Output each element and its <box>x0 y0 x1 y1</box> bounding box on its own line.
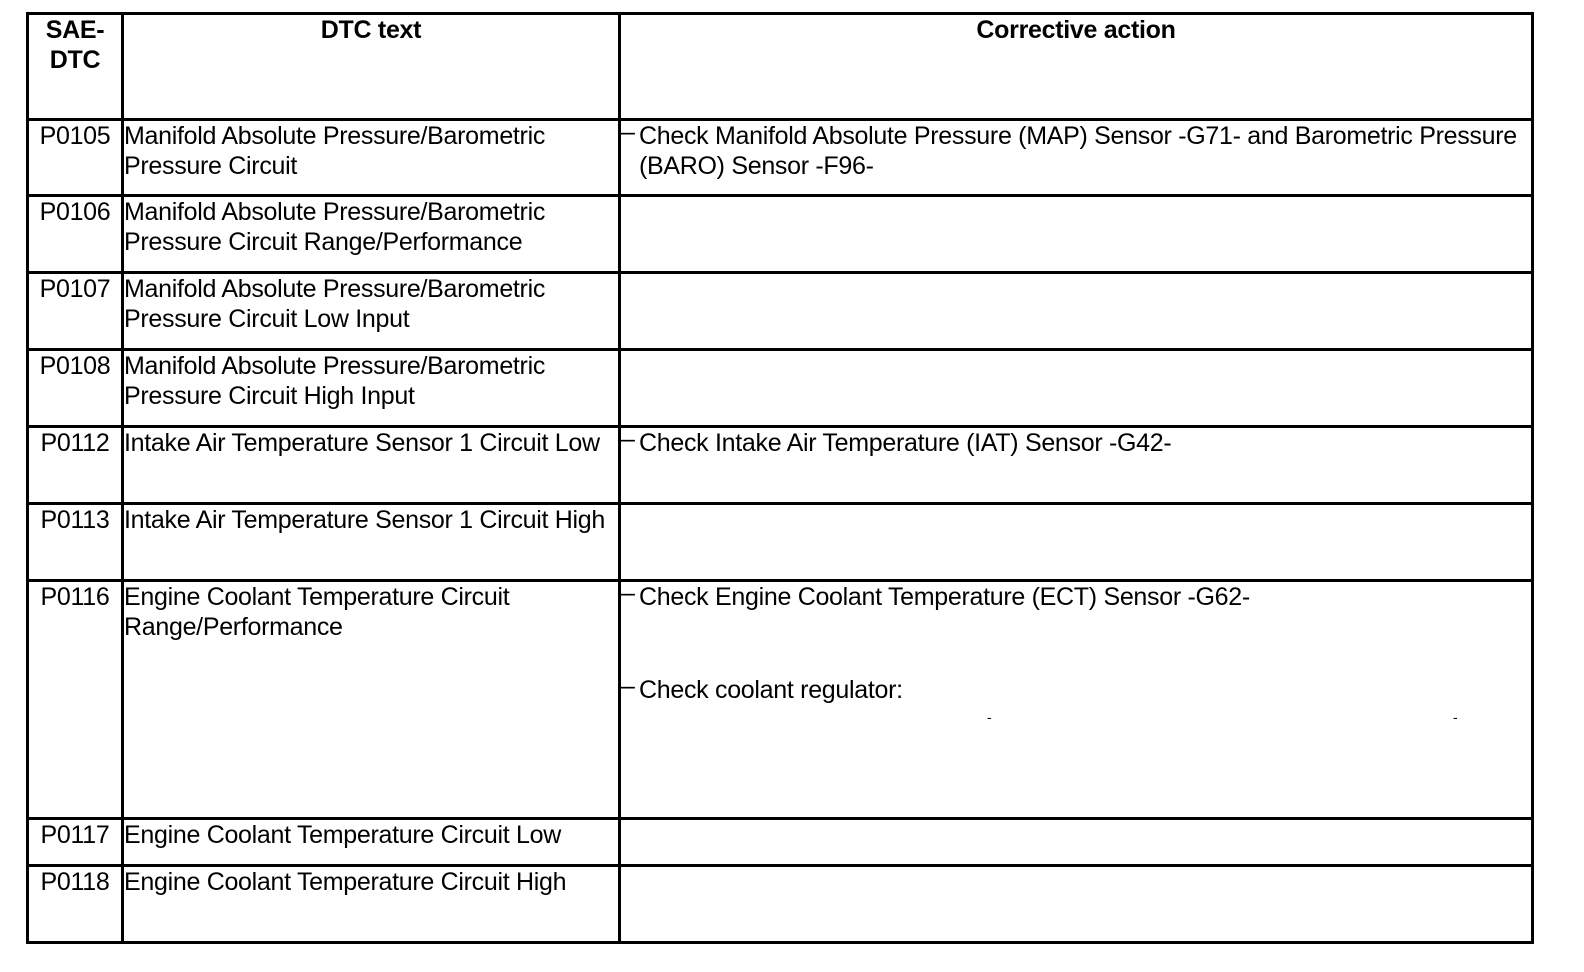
header-sae-dtc-line2: DTC <box>49 46 101 74</box>
table-row <box>28 196 1533 273</box>
action-item <box>621 425 1531 458</box>
dtc-description: Engine Coolant Temperature Circuit Range/Performance <box>123 581 620 819</box>
action-item <box>621 672 1531 705</box>
corrective-action <box>620 120 1533 196</box>
action-item <box>621 118 1531 181</box>
dtc-code: P0107 <box>28 273 123 350</box>
table-row <box>28 504 1533 581</box>
corrective-action <box>620 196 1533 273</box>
corrective-action <box>620 273 1533 350</box>
dtc-description: Manifold Absolute Pressure/Barometric Pressure Circuit High Input <box>123 350 620 427</box>
bullet-dash: – <box>621 118 635 146</box>
table-row <box>28 866 1533 943</box>
table-row <box>28 581 1533 819</box>
table-row <box>28 120 1533 196</box>
dtc-table <box>26 12 1534 944</box>
dtc-description: Manifold Absolute Pressure/Barometric Pressure Circuit Range/Performance <box>123 196 620 273</box>
dtc-description: Engine Coolant Temperature Circuit Low <box>123 819 620 866</box>
corrective-action <box>620 866 1533 943</box>
dtc-code: P0117 <box>28 819 123 866</box>
action-text: Check coolant regulator: <box>639 676 903 704</box>
action-item <box>621 579 1531 612</box>
action-text: Check Engine Coolant Temperature (ECT) Sensor -G62- <box>639 583 1250 611</box>
table-row <box>28 427 1533 504</box>
corrective-action <box>620 350 1533 427</box>
dtc-code: P0113 <box>28 504 123 581</box>
table-row <box>28 273 1533 350</box>
header-dtc-text: DTC text <box>123 14 620 120</box>
header-corrective-action: Corrective action <box>620 14 1533 120</box>
dtc-description: Intake Air Temperature Sensor 1 Circuit Low <box>123 427 620 504</box>
bullet-dash: – <box>621 672 635 700</box>
action-text: Check Manifold Absolute Pressure (MAP) Sensor -G71- and Barometric Pressure (BARO) Sensor -F96- <box>639 122 1517 180</box>
table-header-row <box>28 14 1533 120</box>
bullet-dash: – <box>621 425 635 453</box>
header-sae-dtc-line1: SAE- <box>45 16 105 44</box>
dtc-code: P0112 <box>28 427 123 504</box>
corrective-action <box>620 504 1533 581</box>
table-row <box>28 819 1533 866</box>
dtc-description: Engine Coolant Temperature Circuit High <box>123 866 620 943</box>
dtc-code: P0118 <box>28 866 123 943</box>
corrective-action <box>620 427 1533 504</box>
dtc-description: Manifold Absolute Pressure/Barometric Pressure Circuit <box>123 120 620 196</box>
corrective-action <box>620 581 1533 819</box>
corrective-action <box>620 819 1533 866</box>
dtc-code: P0105 <box>28 120 123 196</box>
action-text: Check Intake Air Temperature (IAT) Sensor -G42- <box>639 429 1172 457</box>
dtc-code: P0108 <box>28 350 123 427</box>
dtc-description: Manifold Absolute Pressure/Barometric Pressure Circuit Low Input <box>123 273 620 350</box>
header-sae-dtc <box>28 14 123 120</box>
dtc-code: P0116 <box>28 581 123 819</box>
table-row <box>28 350 1533 427</box>
bullet-dash: – <box>621 579 635 607</box>
dtc-code: P0106 <box>28 196 123 273</box>
dtc-description: Intake Air Temperature Sensor 1 Circuit High <box>123 504 620 581</box>
minor-dash: - <box>987 709 992 725</box>
minor-dash: - <box>1453 709 1458 725</box>
